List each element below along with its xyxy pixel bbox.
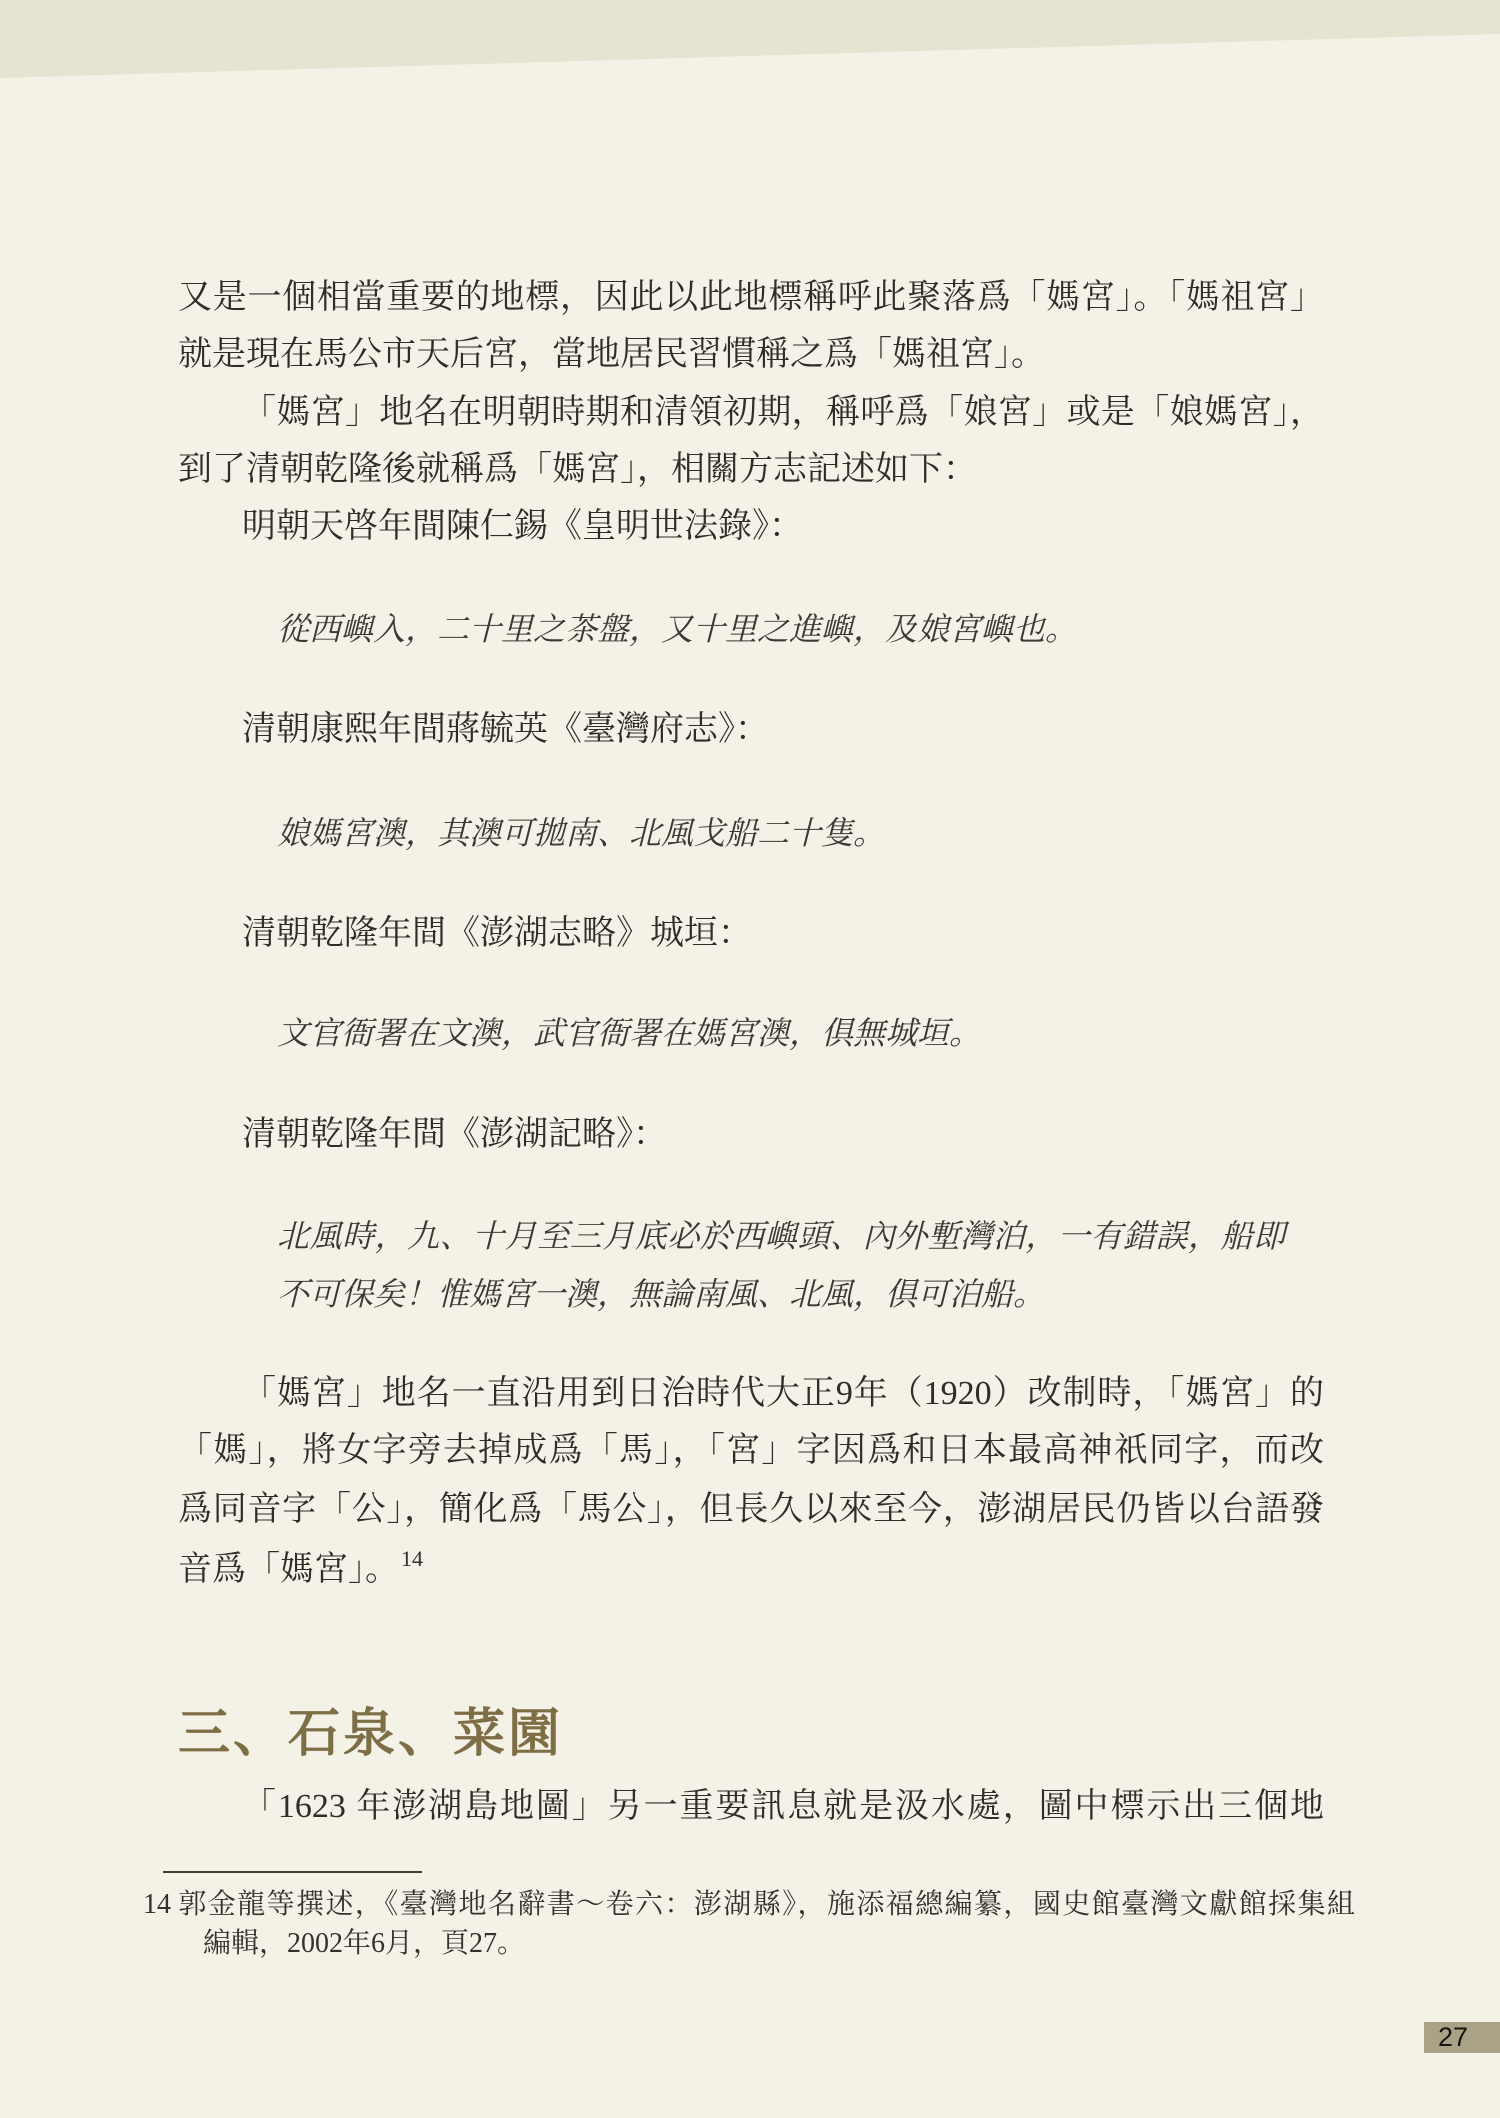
body-line: 就是現在馬公市天后宮，當地居民習慣稱之爲「媽祖宮」。	[178, 336, 1045, 373]
body-line: 「媽宮」地名在明朝時期和清領初期，稱呼爲「娘宮」或是「娘媽宮」，	[242, 394, 1324, 431]
section-heading: 三、石泉、菜園	[178, 1706, 564, 1763]
quote-line: 文官衙署在文澳，武官衙署在媽宮澳，俱無城垣。	[277, 1015, 982, 1051]
footnote-line: 編輯，2002年6月，頁27。	[203, 1928, 526, 1959]
source-heading: 清朝康熙年間蔣毓英《臺灣府志》：	[242, 711, 769, 748]
body-line: 爲同音字「公」，簡化爲「馬公」，但長久以來至今，澎湖居民仍皆以台語發	[178, 1491, 1324, 1528]
body-line: 「媽」，將女字旁去掉成爲「馬」，「宮」字因爲和日本最高神祇同字，而改	[178, 1432, 1324, 1469]
footnote-marker: 14	[143, 1889, 171, 1920]
body-line	[178, 1548, 1324, 1595]
page-number: 27	[1438, 2022, 1469, 2052]
body-line: 到了清朝乾隆後就稱爲「媽宮」，相關方志記述如下：	[178, 451, 977, 488]
source-heading: 清朝乾隆年間《澎湖記略》：	[242, 1116, 667, 1153]
source-heading: 清朝乾隆年間《澎湖志略》城垣：	[242, 915, 752, 952]
body-line: 「媽宮」地名一直沿用到日治時代大正9年（1920）改制時，「媽宮」的	[242, 1375, 1324, 1412]
quote-line: 不可保矣！惟媽宮一澳，無論南風、北風，俱可泊船。	[277, 1276, 1046, 1312]
footnote-line	[143, 1887, 1355, 1923]
quote-line: 從西嶼入，二十里之茶盤，又十里之進嶼，及娘宮嶼也。	[277, 611, 1078, 647]
page-number-badge	[1424, 2022, 1500, 2053]
body-line: 又是一個相當重要的地標，因此以此地標稱呼此聚落爲「媽宮」。「媽祖宮」	[178, 279, 1324, 316]
body-line-text: 音爲「媽宮」。	[178, 1551, 399, 1588]
scan-top-shadow	[0, 0, 1500, 80]
footnote-text: 郭金龍等撰述，《臺灣地名辭書～卷六：澎湖縣》，施添福總編纂，國史館臺灣文獻館採集組	[177, 1889, 1355, 1920]
footnote-reference: 14	[401, 1546, 423, 1571]
source-heading: 明朝天啓年間陳仁錫《皇明世法錄》：	[242, 508, 803, 545]
footnote-separator	[163, 1871, 422, 1873]
quote-line: 娘媽宮澳，其澳可拋南、北風戈船二十隻。	[277, 815, 886, 851]
quote-line: 北風時，九、十月至三月底必於西嶼頭、內外塹灣泊，一有錯誤，船即	[277, 1218, 1285, 1254]
body-line: 「1623 年澎湖島地圖」另一重要訊息就是汲水處，圖中標示出三個地	[242, 1788, 1324, 1825]
